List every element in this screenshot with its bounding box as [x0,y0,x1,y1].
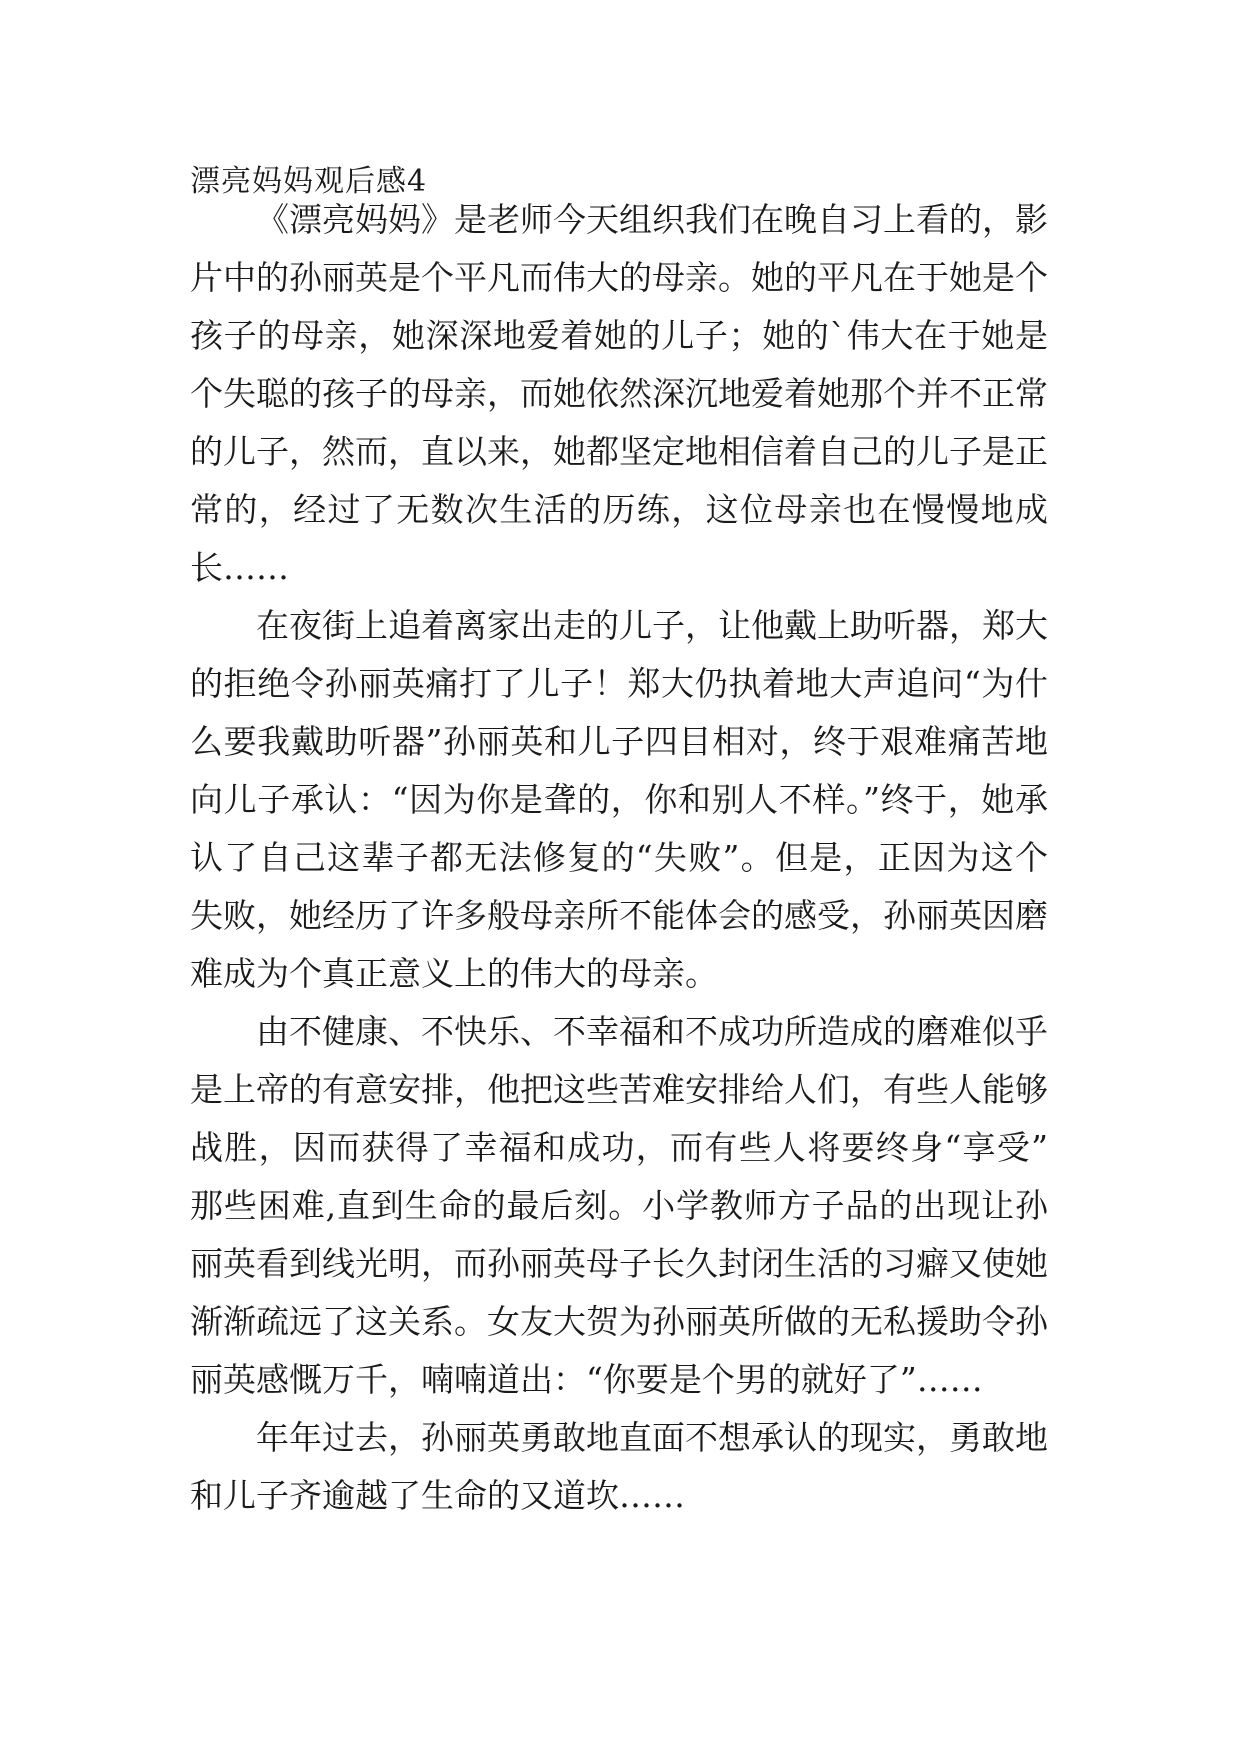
paragraph-4-line-1: 年年过去，孙丽英勇敢地直面不想承认的现实，勇敢地 [256,1418,1048,1457]
paragraph-2-line-7: 难成为个真正意义上的伟大的母亲。 [190,954,718,993]
paragraph-1-line-3: 孩子的母亲，她深深地爱着她的儿子；她的`伟大在于她是 [190,316,1048,355]
paragraph-2-line-6: 失败，她经历了许多般母亲所不能体会的感受，孙丽英因磨 [190,896,1048,935]
paragraph-1-line-1: 《漂亮妈妈》是老师今天组织我们在晚自习上看的，影 [256,200,1048,239]
paragraph-2-line-5: 认了自己这辈子都无法修复的“失败”。但是，正因为这个 [190,838,1048,877]
paragraph-3-line-4: 那些困难,直到生命的最后刻。小学教师方子品的出现让孙 [190,1186,1048,1225]
paragraph-2-line-2: 的拒绝令孙丽英痛打了儿子！郑大仍执着地大声追问“为什 [190,664,1048,703]
paragraph-3-line-1: 由不健康、不快乐、不幸福和不成功所造成的磨难似乎 [256,1012,1048,1051]
paragraph-1-line-6: 常的，经过了无数次生活的历练，这位母亲也在慢慢地成 [190,490,1048,529]
paragraph-3-line-2: 是上帝的有意安排，他把这些苦难安排给人们，有些人能够 [190,1070,1048,1109]
paragraph-1-line-7: 长…… [190,548,289,587]
paragraph-4-line-2: 和儿子齐逾越了生命的又道坎…… [190,1476,685,1515]
paragraph-2-line-3: 么要我戴助听器”孙丽英和儿子四目相对，终于艰难痛苦地 [190,722,1048,761]
paragraph-1-line-2: 片中的孙丽英是个平凡而伟大的母亲。她的平凡在于她是个 [190,258,1048,297]
paragraph-3-line-5: 丽英看到线光明，而孙丽英母子长久封闭生活的习癖又使她 [190,1244,1048,1283]
paragraph-1-line-5: 的儿子，然而，直以来，她都坚定地相信着自己的儿子是正 [190,432,1048,471]
paragraph-3-line-7: 丽英感慨万千，喃喃道出：“你要是个男的就好了”…… [190,1360,983,1399]
paragraph-2-line-1: 在夜街上追着离家出走的儿子，让他戴上助听器，郑大 [256,606,1048,645]
paragraph-1-line-4: 个失聪的孩子的母亲，而她依然深沉地爱着她那个并不正常 [190,374,1048,413]
paragraph-3-line-3: 战胜，因而获得了幸福和成功，而有些人将要终身“享受” [190,1128,1048,1167]
paragraph-2-line-4: 向儿子承认：“因为你是聋的，你和别人不样。”终于，她承 [190,780,1048,819]
document-title: 漂亮妈妈观后感4 [190,164,428,199]
paragraph-3-line-6: 渐渐疏远了这关系。女友大贺为孙丽英所做的无私援助令孙 [190,1302,1048,1341]
